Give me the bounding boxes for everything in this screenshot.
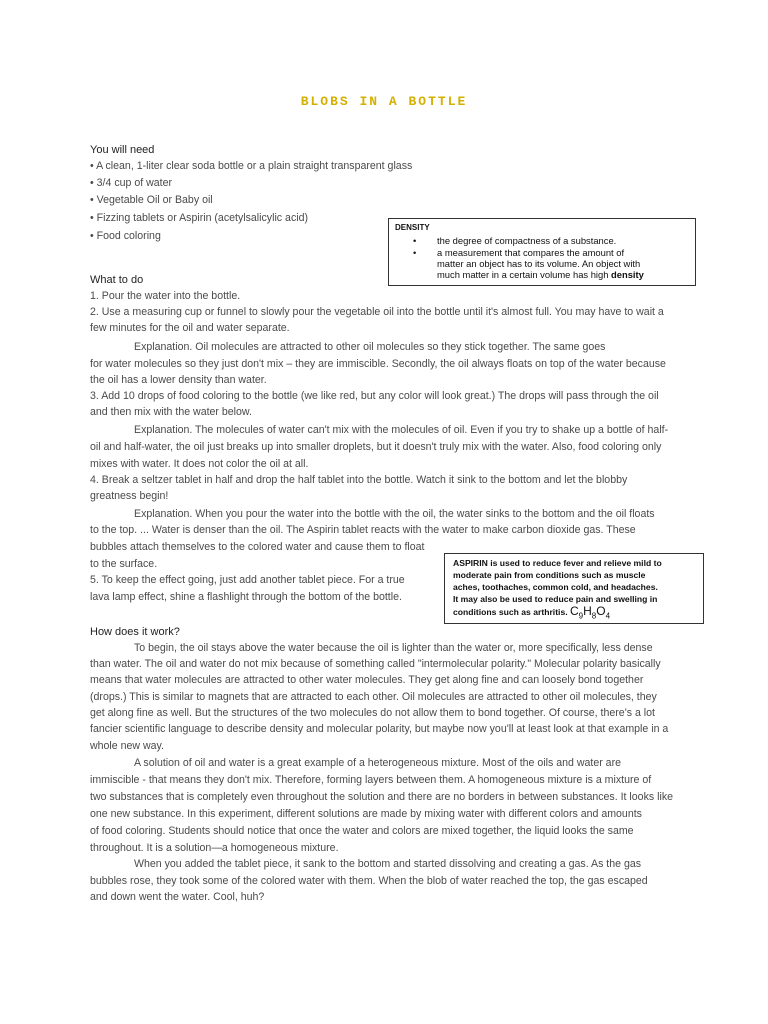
step-text: 2. Use a measuring cup or funnel to slowly pour the vegetable oil into the bottle until it's almost full. You may have to wait a	[90, 306, 664, 318]
aspirin-text: moderate pain from conditions such as muscle	[453, 570, 646, 580]
formula-element: C	[570, 604, 579, 618]
how-text: get along fine as well. But the structures of the two molecules do not allow them to bond together. Of course, there's a lot	[90, 707, 655, 719]
needs-heading: You will need	[90, 144, 155, 156]
step-text: 3. Add 10 drops of food coloring to the bottle (we like red, but any color will look great.) The drops will pass through the oil	[90, 390, 659, 402]
density-item-text: matter an object has to its volume. An object with	[437, 258, 641, 269]
how-heading: How does it work?	[90, 626, 180, 638]
how-text: two substances that is completely even throughout the solution and there are no borders in between substances. It looks like	[90, 791, 674, 803]
how-text: means that water molecules are attracted to other water molecules. They get along fine and can loosely bond together	[90, 674, 644, 686]
density-item	[413, 235, 617, 246]
explanation-text: mixes with water. It does not color the oil at all.	[90, 458, 309, 470]
how-text: A solution of oil and water is a great example of a heterogeneous mixture. Most of the oils and water are	[134, 757, 621, 769]
aspirin-text: aches, toothaches, common cold, and headaches.	[453, 582, 658, 592]
explanation-text: for water molecules so they just don't mix – they are immiscible. Secondly, the oil always floats on top of the water because	[90, 358, 666, 370]
aspirin-text-line	[453, 605, 610, 622]
explanation-text: Explanation. Oil molecules are attracted to other oil molecules so they stick together. The same goes	[134, 341, 606, 353]
density-bold-word: density	[611, 269, 644, 280]
step-text: 1. Pour the water into the bottle.	[90, 290, 241, 302]
density-item-text: a measurement that compares the amount of	[437, 247, 625, 258]
needs-item: • Vegetable Oil or Baby oil	[90, 194, 213, 206]
step-text: few minutes for the oil and water separate.	[90, 322, 290, 334]
document-title: BLOBS IN A BOTTLE	[300, 94, 468, 109]
how-text: whole new way.	[90, 740, 164, 752]
how-text: immiscible - that means they don't mix. Therefore, forming layers between them. A homogeneous mixture is a mixture of	[90, 774, 652, 786]
bullet: •	[413, 235, 417, 246]
density-item	[413, 247, 625, 258]
needs-item: • Food coloring	[90, 230, 161, 242]
how-text: fancier scientific language to describe density and molecular polarity, but maybe now you'll at least look at that example in a	[90, 723, 669, 735]
needs-item: • Fizzing tablets or Aspirin (acetylsalicylic acid)	[90, 212, 309, 224]
aspirin-text: It may also be used to reduce pain and swelling in	[453, 594, 658, 604]
step-text: 4. Break a seltzer tablet in half and drop the half tablet into the bottle. Watch it sink to the bottom and let the blobby	[90, 474, 628, 486]
how-text: one new substance. In this experiment, different solutions are made by mixing water with different colors and amounts	[90, 808, 642, 820]
formula-subscript: 8	[591, 611, 597, 621]
step-text: greatness begin!	[90, 490, 169, 502]
how-text: than water. The oil and water do not mix because of something called "intermolecular polarity." Molecular polarity basically	[90, 658, 661, 670]
formula-element: H	[583, 604, 592, 618]
density-item-text: much matter in a certain volume has high	[437, 269, 612, 280]
how-text: To begin, the oil stays above the water because the oil is lighter than the water or, more specifically, less dense	[134, 642, 653, 654]
how-text: (drops.) This is similar to magnets that are attracted to each other. Oil molecules are attracted to other oil molecules, they	[90, 691, 657, 703]
explanation-text: Explanation. The molecules of water can't mix with the molecules of oil. Even if you try to shake up a bottle of half-	[134, 424, 669, 436]
explanation-text: Explanation. When you pour the water into the bottle with the oil, the water sinks to the bottom and the oil floats	[134, 508, 655, 520]
aspirin-text: conditions such as arthritis.	[453, 607, 570, 617]
explanation-text: bubbles attach themselves to the colored water and cause them to float	[90, 541, 425, 553]
aspirin-text: ASPIRIN is used to reduce fever and relieve mild to	[453, 558, 662, 568]
bullet: •	[413, 247, 417, 258]
formula-element: O	[596, 604, 606, 618]
how-text: and down went the water. Cool, huh?	[90, 891, 265, 903]
density-heading: DENSITY	[395, 223, 430, 232]
density-definition-box	[388, 218, 696, 286]
density-item-text: the degree of compactness of a substance.	[437, 235, 617, 246]
explanation-text: oil and half-water, the oil just breaks up into smaller droplets, but it doesn't truly mix with the water. Also, food coloring only	[90, 441, 662, 453]
step-text: 5. To keep the effect going, just add another tablet piece. For a true	[90, 574, 405, 586]
step-text: and then mix with the water below.	[90, 406, 252, 418]
aspirin-info-box	[444, 553, 704, 624]
density-item-line	[437, 269, 644, 280]
what-heading: What to do	[90, 274, 144, 286]
how-text: When you added the tablet piece, it sank to the bottom and started dissolving and creating a gas. As the gas	[134, 858, 642, 870]
aspirin-formula	[570, 604, 611, 621]
explanation-text: to the surface.	[90, 558, 158, 570]
how-text: throughout. It is a solution—a homogeneous mixture.	[90, 842, 339, 854]
explanation-text: the oil has a lower density than water.	[90, 374, 267, 386]
step-text: lava lamp effect, shine a flashlight through the bottom of the bottle.	[90, 591, 402, 603]
formula-subscript: 9	[578, 611, 584, 621]
explanation-text: to the top. ... Water is denser than the oil. The Aspirin tablet reacts with the water to make carbon dioxide gas. These	[90, 524, 636, 536]
needs-item: • A clean, 1-liter clear soda bottle or a plain straight transparent glass	[90, 160, 413, 172]
formula-subscript: 4	[605, 611, 611, 621]
how-text: bubbles rose, they took some of the colored water with them. When the blob of water reached the top, the gas escaped	[90, 875, 648, 887]
how-text: of food coloring. Students should notice that once the water and colors are mixed together, the liquid looks the same	[90, 825, 634, 837]
needs-item: • 3/4 cup of water	[90, 177, 173, 189]
